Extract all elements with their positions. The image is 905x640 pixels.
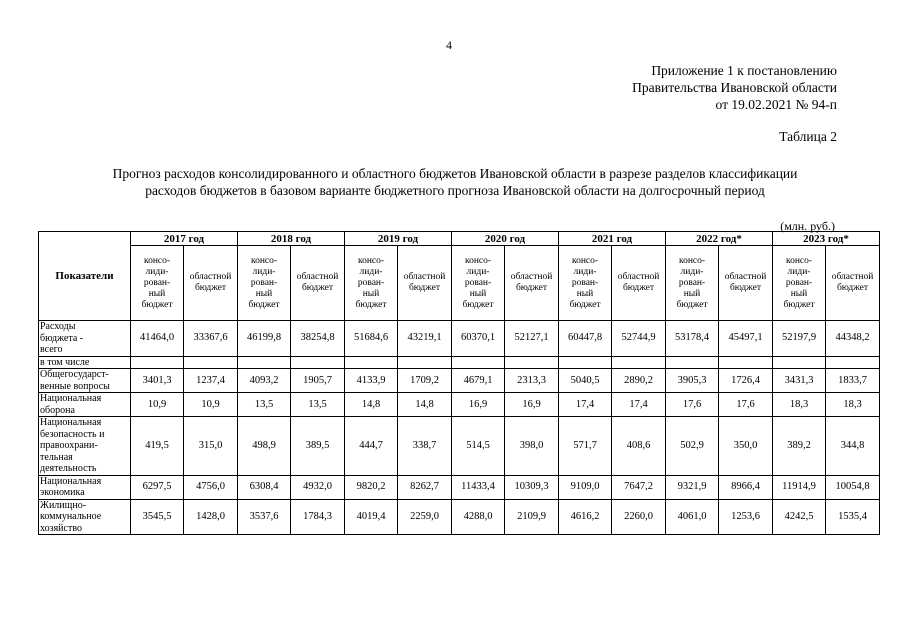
regional-value: 14,8 <box>398 393 452 417</box>
consolidated-budget-header-line: рован- <box>464 277 492 288</box>
regional-budget-header <box>719 246 773 321</box>
consolidated-value: 3905,3 <box>666 369 719 393</box>
regional-value: 1535,4 <box>826 499 880 535</box>
consolidated-value: 6297,5 <box>131 475 184 499</box>
consolidated-value: 52197,9 <box>773 321 826 357</box>
row-label-line: безопасность и <box>40 428 105 440</box>
regional-budget-header <box>612 246 666 321</box>
consolidated-value: 17,6 <box>666 393 719 417</box>
consolidated-value: 4061,0 <box>666 499 719 535</box>
consolidated-value: 53178,4 <box>666 321 719 357</box>
consolidated-value: 14,8 <box>345 393 398 417</box>
consolidated-budget-header-line: лиди- <box>787 266 811 277</box>
consolidated-budget-header-line: консо- <box>678 255 706 266</box>
regional-value: 17,4 <box>612 393 666 417</box>
consolidated-value: 10,9 <box>131 393 184 417</box>
consolidated-value: 4288,0 <box>452 499 505 535</box>
consolidated-value: 9820,2 <box>345 475 398 499</box>
consolidated-budget-header <box>773 246 826 321</box>
empty-cell <box>238 356 291 369</box>
page-number: 4 <box>446 38 452 52</box>
budget-table <box>38 231 880 535</box>
regional-value: 1709,2 <box>398 369 452 393</box>
regional-budget-header <box>184 246 238 321</box>
consolidated-value: 4019,4 <box>345 499 398 535</box>
regional-value: 315,0 <box>184 417 238 476</box>
empty-cell <box>826 356 880 369</box>
indicator-header: Показатели <box>39 232 131 321</box>
regional-budget-header-line: областной <box>189 272 232 282</box>
consolidated-value: 60447,8 <box>559 321 612 357</box>
empty-cell <box>398 356 452 369</box>
consolidated-value: 498,9 <box>238 417 291 476</box>
empty-cell <box>345 356 398 369</box>
year-header: 2018 год <box>238 232 345 246</box>
row-label-line: венные вопросы <box>40 380 110 392</box>
row-label <box>39 321 131 357</box>
row-label-line: Национальная <box>40 475 102 487</box>
regional-value: 45497,1 <box>719 321 773 357</box>
consolidated-value: 18,3 <box>773 393 826 417</box>
consolidated-budget-header-line: ный <box>469 288 487 299</box>
consolidated-budget-header-line: консо- <box>143 255 171 266</box>
consolidated-value: 9321,9 <box>666 475 719 499</box>
consolidated-value: 3401,3 <box>131 369 184 393</box>
consolidated-budget-header-line: консо- <box>250 255 278 266</box>
consolidated-budget-header-line: рован- <box>250 277 278 288</box>
regional-value: 408,6 <box>612 417 666 476</box>
row-label <box>39 393 131 417</box>
year-header: 2019 год <box>345 232 452 246</box>
table-row <box>39 499 880 535</box>
consolidated-budget-header-line: консо- <box>785 255 813 266</box>
regional-value: 8966,4 <box>719 475 773 499</box>
regional-value: 2109,9 <box>505 499 559 535</box>
row-label <box>39 499 131 535</box>
consolidated-value: 502,9 <box>666 417 719 476</box>
year-header: 2022 год* <box>666 232 773 246</box>
table-row <box>39 369 880 393</box>
regional-budget-header-line: бюджет <box>194 283 227 293</box>
row-label <box>39 475 131 499</box>
consolidated-budget-header-line: лиди- <box>466 266 490 277</box>
consolidated-budget-header-line: консо- <box>464 255 492 266</box>
consolidated-value: 13,5 <box>238 393 291 417</box>
consolidated-budget-header-line: консо- <box>571 255 599 266</box>
table-body <box>39 321 880 535</box>
table-number: Таблица 2 <box>779 129 837 144</box>
regional-budget-header-line: бюджет <box>408 283 441 293</box>
regional-budget-header-line: бюджет <box>301 283 334 293</box>
regional-value: 1428,0 <box>184 499 238 535</box>
consolidated-budget-header-line: ный <box>148 288 166 299</box>
row-label-line: Жилищно- <box>40 499 87 511</box>
regional-value: 398,0 <box>505 417 559 476</box>
regional-value: 1237,4 <box>184 369 238 393</box>
consolidated-value: 6308,4 <box>238 475 291 499</box>
regional-value: 33367,6 <box>184 321 238 357</box>
empty-cell <box>666 356 719 369</box>
row-label-line: деятельность <box>40 463 97 474</box>
regional-budget-header-line: областной <box>831 272 874 282</box>
regional-budget-header-line: бюджет <box>622 283 655 293</box>
regional-value: 1726,4 <box>719 369 773 393</box>
consolidated-budget-header <box>559 246 612 321</box>
consolidated-budget-header <box>131 246 184 321</box>
empty-cell <box>773 356 826 369</box>
consolidated-value: 514,5 <box>452 417 505 476</box>
row-label-line: коммунальное <box>40 511 102 522</box>
regional-value: 7647,2 <box>612 475 666 499</box>
regional-value: 38254,8 <box>291 321 345 357</box>
consolidated-budget-header-line: лиди- <box>573 266 597 277</box>
year-header: 2023 год* <box>773 232 880 246</box>
empty-cell <box>559 356 612 369</box>
regional-value: 18,3 <box>826 393 880 417</box>
table-row <box>39 475 880 499</box>
year-header-row <box>39 232 880 246</box>
table-row <box>39 356 880 369</box>
regional-budget-header <box>826 246 880 321</box>
consolidated-budget-header-line: бюджет <box>141 299 173 310</box>
consolidated-budget-header-line: рован- <box>143 277 171 288</box>
consolidated-value: 60370,1 <box>452 321 505 357</box>
consolidated-budget-header-line: консо- <box>357 255 385 266</box>
consolidated-budget-header <box>452 246 505 321</box>
consolidated-budget-header-line: рован- <box>678 277 706 288</box>
consolidated-budget-header-line: лиди- <box>252 266 276 277</box>
row-label-line: Расходы <box>40 321 76 332</box>
consolidated-value: 17,4 <box>559 393 612 417</box>
regional-value: 4756,0 <box>184 475 238 499</box>
row-label-line: в том числе <box>40 356 90 368</box>
regional-budget-header <box>398 246 452 321</box>
appendix-line-1: Приложение 1 к постановлению <box>651 63 837 78</box>
row-label-line: правоохрани- <box>40 440 98 451</box>
regional-budget-header-line: бюджет <box>836 283 869 293</box>
table-title-line-1: Прогноз расходов консолидированного и областного бюджетов Ивановской области в разрезе разделов классификации <box>112 166 798 181</box>
regional-budget-header-line: областной <box>296 272 339 282</box>
regional-budget-header-line: бюджет <box>515 283 548 293</box>
regional-value: 2260,0 <box>612 499 666 535</box>
regional-value: 43219,1 <box>398 321 452 357</box>
consolidated-value: 3537,6 <box>238 499 291 535</box>
consolidated-budget-header-line: рован- <box>571 277 599 288</box>
consolidated-budget-header <box>666 246 719 321</box>
consolidated-value: 4133,9 <box>345 369 398 393</box>
regional-value: 1833,7 <box>826 369 880 393</box>
regional-value: 2313,3 <box>505 369 559 393</box>
consolidated-budget-header-line: бюджет <box>569 299 601 310</box>
table-row <box>39 321 880 357</box>
regional-value: 16,9 <box>505 393 559 417</box>
regional-value: 338,7 <box>398 417 452 476</box>
regional-value: 17,6 <box>719 393 773 417</box>
regional-value: 1253,6 <box>719 499 773 535</box>
empty-cell <box>291 356 345 369</box>
consolidated-value: 5040,5 <box>559 369 612 393</box>
consolidated-budget-header-line: бюджет <box>355 299 387 310</box>
regional-budget-header-line: бюджет <box>729 283 762 293</box>
row-label-line: всего <box>40 344 63 355</box>
empty-cell <box>612 356 666 369</box>
regional-value: 4932,0 <box>291 475 345 499</box>
empty-cell <box>184 356 238 369</box>
regional-value: 52127,1 <box>505 321 559 357</box>
consolidated-value: 51684,6 <box>345 321 398 357</box>
consolidated-budget-header-line: ный <box>576 288 594 299</box>
appendix-line-2: Правительства Ивановской области <box>632 80 837 95</box>
consolidated-value: 389,2 <box>773 417 826 476</box>
row-label-line: бюджета - <box>40 332 84 344</box>
appendix-header <box>632 62 837 113</box>
empty-cell <box>452 356 505 369</box>
row-label-line: Национальная <box>40 393 102 404</box>
consolidated-budget-header-line: рован- <box>785 277 813 288</box>
consolidated-budget-header-line: ный <box>362 288 380 299</box>
consolidated-budget-header-line: бюджет <box>783 299 815 310</box>
empty-cell <box>505 356 559 369</box>
empty-cell <box>131 356 184 369</box>
consolidated-budget-header-line: ный <box>683 288 701 299</box>
consolidated-budget-header <box>345 246 398 321</box>
row-label <box>39 369 131 393</box>
row-label-line: тельная <box>40 451 73 463</box>
consolidated-value: 9109,0 <box>559 475 612 499</box>
consolidated-budget-header-line: бюджет <box>462 299 494 310</box>
regional-value: 2890,2 <box>612 369 666 393</box>
row-label <box>39 417 131 476</box>
regional-value: 389,5 <box>291 417 345 476</box>
year-header: 2021 год <box>559 232 666 246</box>
row-label-line: экономика <box>40 487 85 498</box>
regional-value: 10309,3 <box>505 475 559 499</box>
consolidated-value: 419,5 <box>131 417 184 476</box>
empty-cell <box>719 356 773 369</box>
row-label-line: хозяйство <box>40 522 82 534</box>
consolidated-value: 11914,9 <box>773 475 826 499</box>
table-title-line-2: расходов бюджетов в базовом варианте бюджетного прогноза Ивановской области на долгосрочный период <box>145 183 765 198</box>
year-header: 2017 год <box>131 232 238 246</box>
consolidated-value: 4242,5 <box>773 499 826 535</box>
consolidated-value: 46199,8 <box>238 321 291 357</box>
consolidated-budget-header-line: бюджет <box>248 299 280 310</box>
consolidated-budget-header-line: рован- <box>357 277 385 288</box>
regional-value: 8262,7 <box>398 475 452 499</box>
regional-budget-header-line: областной <box>724 272 767 282</box>
consolidated-budget-header-line: ный <box>255 288 273 299</box>
year-header: 2020 год <box>452 232 559 246</box>
consolidated-value: 11433,4 <box>452 475 505 499</box>
consolidated-value: 4093,2 <box>238 369 291 393</box>
row-label-line: Национальная <box>40 417 102 428</box>
regional-budget-header-line: областной <box>617 272 660 282</box>
consolidated-value: 3545,5 <box>131 499 184 535</box>
table-row <box>39 393 880 417</box>
table-row <box>39 417 880 476</box>
consolidated-budget-header-line: бюджет <box>676 299 708 310</box>
table-title <box>40 165 870 199</box>
regional-budget-header-line: областной <box>403 272 446 282</box>
regional-value: 1905,7 <box>291 369 345 393</box>
regional-value: 344,8 <box>826 417 880 476</box>
regional-budget-header <box>291 246 345 321</box>
subheader-row <box>39 246 880 321</box>
appendix-line-3: от 19.02.2021 № 94-п <box>715 97 837 112</box>
units-label: (млн. руб.) <box>780 219 835 233</box>
consolidated-value: 444,7 <box>345 417 398 476</box>
regional-value: 10054,8 <box>826 475 880 499</box>
consolidated-budget-header-line: лиди- <box>145 266 169 277</box>
consolidated-value: 3431,3 <box>773 369 826 393</box>
regional-value: 13,5 <box>291 393 345 417</box>
row-label-line: оборона <box>40 404 75 416</box>
consolidated-budget-header <box>238 246 291 321</box>
regional-budget-header <box>505 246 559 321</box>
row-label-line: Общегосударст- <box>40 369 109 380</box>
consolidated-value: 41464,0 <box>131 321 184 357</box>
regional-value: 10,9 <box>184 393 238 417</box>
consolidated-budget-header-line: лиди- <box>359 266 383 277</box>
regional-value: 350,0 <box>719 417 773 476</box>
row-label <box>39 356 131 369</box>
consolidated-value: 16,9 <box>452 393 505 417</box>
consolidated-budget-header-line: лиди- <box>680 266 704 277</box>
consolidated-budget-header-line: ный <box>790 288 808 299</box>
consolidated-value: 4616,2 <box>559 499 612 535</box>
regional-value: 1784,3 <box>291 499 345 535</box>
regional-value: 44348,2 <box>826 321 880 357</box>
consolidated-value: 4679,1 <box>452 369 505 393</box>
regional-value: 52744,9 <box>612 321 666 357</box>
regional-value: 2259,0 <box>398 499 452 535</box>
consolidated-value: 571,7 <box>559 417 612 476</box>
regional-budget-header-line: областной <box>510 272 553 282</box>
